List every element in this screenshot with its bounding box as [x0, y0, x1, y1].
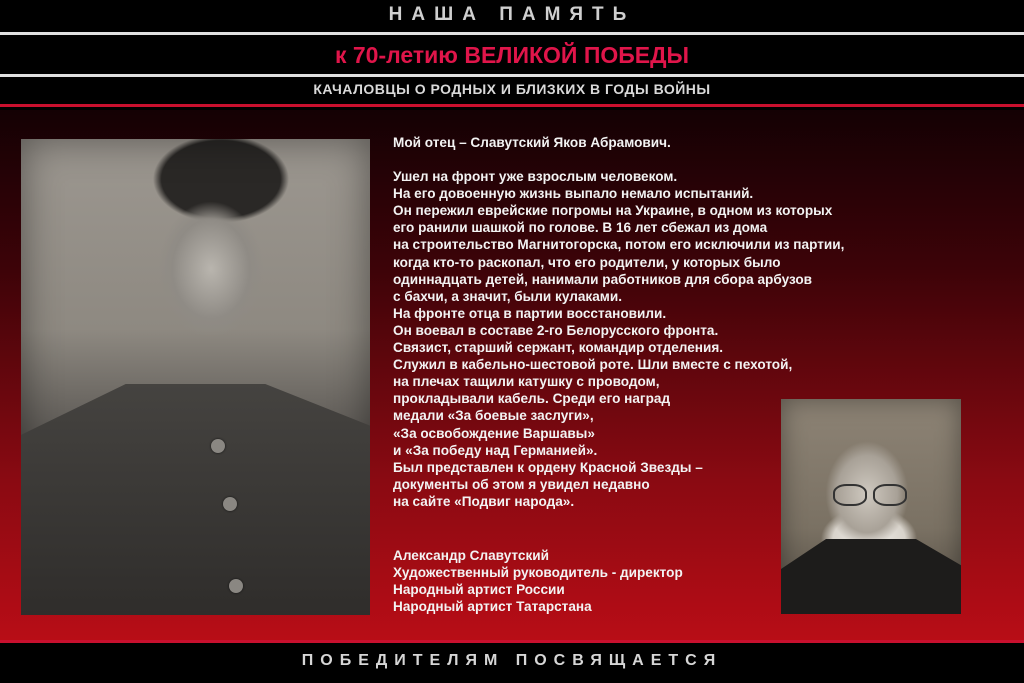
spacer: [393, 151, 953, 168]
jacket-shape: [781, 539, 961, 614]
section-heading: КАЧАЛОВЦЫ О РОДНЫХ И БЛИЗКИХ В ГОДЫ ВОЙНЫ: [313, 81, 711, 97]
story-line: когда кто-то раскопал, что его родители, у которых было: [393, 254, 781, 270]
story-intro: Мой отец – Славутский Яков Абрамович.: [393, 135, 671, 150]
story-line: на сайте «Подвиг народа».: [393, 493, 575, 509]
story-line: и «За победу над Германией».: [393, 442, 598, 458]
story-line: на строительство Магнитогорска, потом его исключили из партии,: [393, 237, 845, 253]
signature-title: Народный артист Татарстана: [393, 599, 592, 615]
header-title: НАША ПАМЯТЬ: [388, 4, 636, 25]
divider-line-red: [0, 104, 1024, 107]
story-line: «За освобождение Варшавы»: [393, 425, 595, 441]
signature-role: Художественный руководитель - директор: [393, 565, 683, 581]
story-line: документы об этом я увидел недавно: [393, 476, 650, 492]
divider-line: [0, 32, 1024, 35]
header-subtitle: [0, 38, 1024, 72]
story-line: на плечах тащили катушку с проводом,: [393, 374, 660, 390]
coat-button: [211, 439, 225, 453]
divider-line: [0, 74, 1024, 77]
footer-text: ПОБЕДИТЕЛЯМ ПОСВЯЩАЕТСЯ: [301, 652, 723, 669]
signature-block: [393, 547, 773, 615]
story-line: Связист, старший сержант, командир отделения.: [393, 340, 724, 356]
coat-button: [223, 497, 237, 511]
story-line: Он пережил еврейские погромы на Украине, в одном из которых: [393, 203, 833, 219]
story-line: На фронте отца в партии восстановили.: [393, 305, 667, 321]
story-line: прокладывали кабель. Среди его наград: [393, 391, 671, 407]
father-portrait-photo: [21, 139, 370, 615]
subtitle-emphasis: ВЕЛИКОЙ ПОБЕДЫ: [464, 42, 690, 68]
story-line: с бахчи, а значит, были кулаками.: [393, 288, 622, 304]
story-line: Был представлен к ордену Красной Звезды –: [393, 459, 703, 475]
coat-button: [229, 579, 243, 593]
coat-shape: [21, 384, 370, 615]
story-text: [393, 134, 953, 510]
signature-name: Александр Славутский: [393, 548, 549, 563]
story-line: одиннадцать детей, нанимали работников для сбора арбузов: [393, 271, 813, 287]
story-line: его ранили шашкой по голове. В 16 лет сбежал из дома: [393, 220, 768, 236]
story-line: медали «За боевые заслуги»,: [393, 408, 594, 424]
signature-title: Народный артист России: [393, 582, 565, 598]
story-line: Служил в кабельно-шестовой роте. Шли вместе с пехотой,: [393, 357, 793, 373]
story-line: Ушел на фронт уже взрослым человеком.: [393, 169, 678, 185]
subtitle-prefix: к 70-летию: [334, 42, 458, 68]
story-line: Он воевал в составе 2-го Белорусского фронта.: [393, 322, 719, 338]
story-line: На его довоенную жизнь выпало немало испытаний.: [393, 186, 754, 202]
